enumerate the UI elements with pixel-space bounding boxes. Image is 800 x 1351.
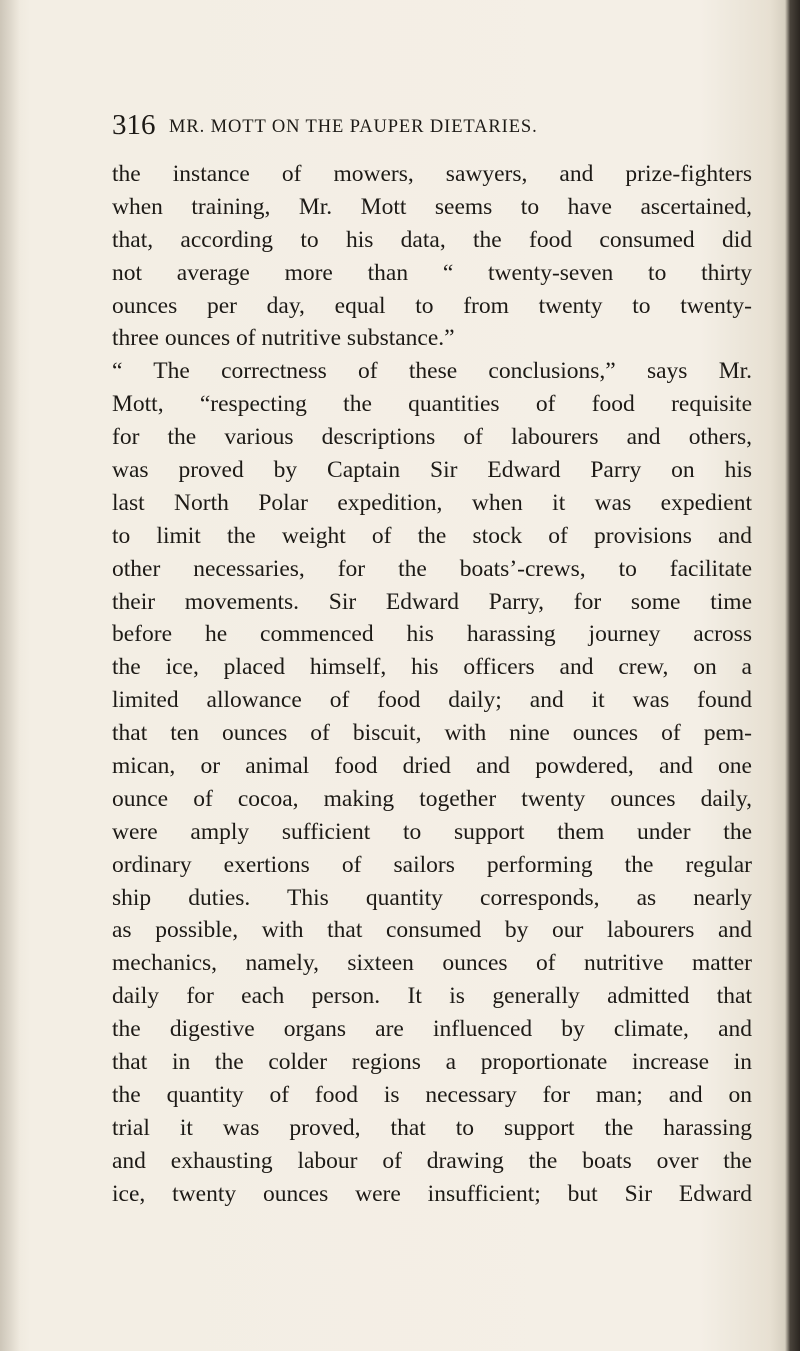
page-shadow (0, 0, 20, 1351)
text-line: that in the colder regions a proportionate increase in (112, 1049, 752, 1076)
text-line: last North Polar expedition, when it was expedient (112, 489, 752, 516)
text-line: and exhausting labour of drawing the boats over the (112, 1147, 752, 1174)
text-line: other necessaries, for the boats’-crews, to facilitate (112, 555, 752, 582)
text-line: the ice, placed himself, his officers and crew, on a (112, 654, 752, 681)
text-line: the digestive organs are influenced by climate, and (112, 1016, 752, 1043)
text-line: ship duties. This quantity corresponds, as nearly (112, 884, 752, 911)
text-line: the quantity of food is necessary for man; and on (112, 1081, 752, 1108)
text-line: ice, twenty ounces were insufficient; but Sir Edward (112, 1180, 752, 1207)
text-line: before he commenced his harassing journey across (112, 621, 752, 648)
text-line: were amply sufficient to support them under the (112, 818, 752, 845)
text-line: as possible, with that consumed by our labourers and (112, 917, 752, 944)
text-line: when training, Mr. Mott seems to have ascertained, (112, 193, 752, 220)
text-line: ounce of cocoa, making together twenty ounces daily, (112, 785, 752, 812)
text-line: daily for each person. It is generally admitted that (112, 983, 752, 1010)
text-line: “ The correctness of these conclusions,” says Mr. (112, 358, 752, 385)
text-line: mechanics, namely, sixteen ounces of nutritive matter (112, 950, 752, 977)
text-line: that, according to his data, the food consumed did (112, 226, 752, 253)
text-line: limited allowance of food daily; and it was found (112, 687, 752, 714)
text-line: that ten ounces of biscuit, with nine ounces of pem- (112, 720, 752, 747)
text-line: Mott, “respecting the quantities of food requisite (112, 391, 752, 418)
text-line: not average more than “ twenty-seven to thirty (112, 259, 752, 286)
text-line: trial it was proved, that to support the harassing (112, 1114, 752, 1141)
body-text (112, 158, 752, 1211)
page-header (112, 108, 752, 148)
running-head: MR. MOTT ON THE PAUPER DIETARIES. (169, 117, 538, 137)
text-line: was proved by Captain Sir Edward Parry on his (112, 457, 752, 484)
text-line: the instance of mowers, sawyers, and prize-fighters (112, 161, 752, 187)
text-line: for the various descriptions of labourers and others, (112, 424, 752, 451)
page-number: 316 (112, 109, 156, 141)
text-line: ordinary exertions of sailors performing the regular (112, 851, 752, 878)
text-line: three ounces of nutritive substance.” (112, 325, 455, 352)
text-line: their movements. Sir Edward Parry, for some time (112, 588, 752, 615)
text-line: mican, or animal food dried and powdered, and one (112, 753, 752, 780)
text-line: to limit the weight of the stock of provisions and (112, 522, 752, 549)
text-line: ounces per day, equal to from twenty to twenty- (112, 292, 752, 319)
